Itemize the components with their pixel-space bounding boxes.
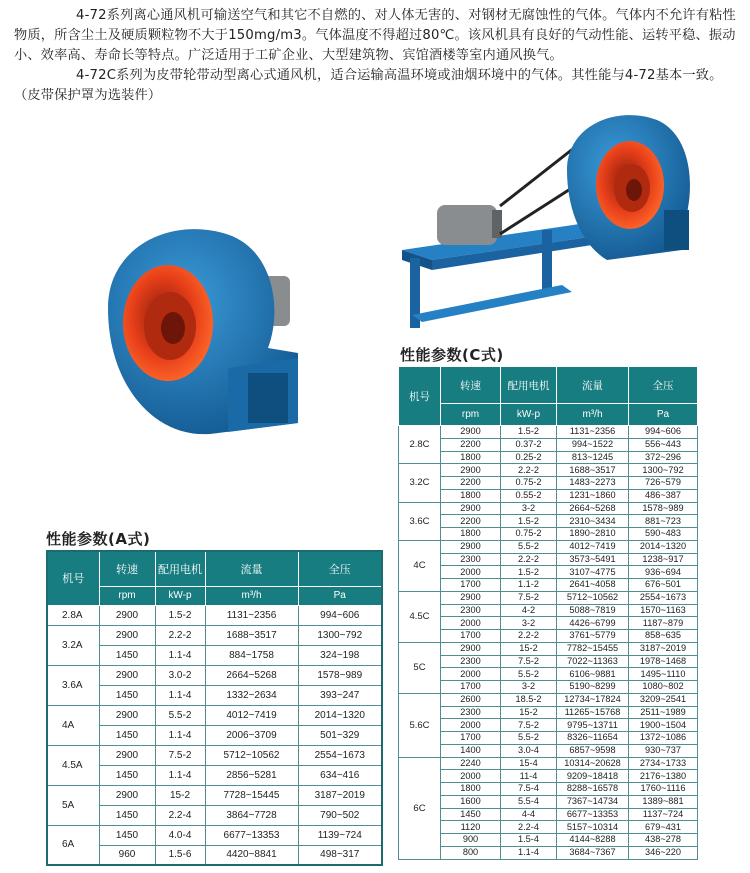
model-cell: 4C bbox=[399, 540, 441, 591]
pressure-cell: 2554~1673 bbox=[629, 591, 698, 604]
speed-cell: 2300 bbox=[441, 706, 501, 719]
speed-cell: 2900 bbox=[99, 705, 155, 725]
speed-cell: 2900 bbox=[99, 665, 155, 685]
speed-cell: 1800 bbox=[441, 451, 501, 464]
speed-cell: 900 bbox=[441, 834, 501, 847]
speed-cell: 2200 bbox=[441, 477, 501, 490]
flow-cell: 2641~4058 bbox=[557, 579, 629, 592]
motor-cell: 7.5-2 bbox=[155, 745, 205, 765]
table-row bbox=[399, 630, 698, 643]
pressure-cell: 1578~989 bbox=[298, 665, 382, 685]
flow-cell: 2664~5268 bbox=[205, 665, 298, 685]
speed-cell: 2900 bbox=[441, 540, 501, 553]
table-row bbox=[399, 438, 698, 451]
pressure-cell: 3209~2541 bbox=[629, 693, 698, 706]
pressure-cell: 2176~1380 bbox=[629, 770, 698, 783]
flow-cell: 7367~14734 bbox=[557, 795, 629, 808]
table-row bbox=[399, 617, 698, 630]
pressure-cell: 393~247 bbox=[298, 685, 382, 705]
model-cell: 5.6C bbox=[399, 693, 441, 757]
flow-cell: 1688~3517 bbox=[205, 625, 298, 645]
col-flow-header: 流量 bbox=[557, 367, 629, 404]
motor-cell: 4-4 bbox=[501, 808, 557, 821]
pressure-cell: 324~198 bbox=[298, 645, 382, 665]
table-row bbox=[399, 770, 698, 783]
speed-cell: 1450 bbox=[99, 725, 155, 745]
motor-cell: 18.5-2 bbox=[501, 693, 557, 706]
model-cell: 3.2A bbox=[47, 625, 99, 665]
pressure-cell: 634~416 bbox=[298, 765, 382, 785]
motor-cell: 1.5-2 bbox=[501, 426, 557, 439]
motor-cell: 7.5-2 bbox=[501, 719, 557, 732]
intro-paragraph-1: 4-72系列离心通风机可输送空气和其它不自燃的、对人体无害的、对钢材无腐蚀性的气体。气体内不允许有粘性物质，所含尘土及硬质颗粒物不大于150mg/m3。气体温度不得超过80℃。该风机具有良好的气动性能、运转平稳、振动小、效率高、寿命长等特点。广泛适用于工矿企业、大型建筑物、宾馆酒楼等室内通风换气。 bbox=[14, 8, 736, 63]
pressure-cell: 346~220 bbox=[629, 846, 698, 859]
pressure-cell: 790~502 bbox=[298, 805, 382, 825]
table-row bbox=[47, 605, 382, 625]
motor-cell: 11-4 bbox=[501, 770, 557, 783]
speed-cell: 2900 bbox=[441, 642, 501, 655]
flow-cell: 884~1758 bbox=[205, 645, 298, 665]
pressure-cell: 930~737 bbox=[629, 744, 698, 757]
pressure-cell: 1080~802 bbox=[629, 681, 698, 694]
pressure-cell: 438~278 bbox=[629, 834, 698, 847]
flow-cell: 1890~2810 bbox=[557, 528, 629, 541]
table-row bbox=[399, 477, 698, 490]
pressure-cell: 936~694 bbox=[629, 566, 698, 579]
motor-cell: 2.2-2 bbox=[501, 630, 557, 643]
flow-cell: 2856~5281 bbox=[205, 765, 298, 785]
motor-cell: 2.2-2 bbox=[501, 464, 557, 477]
pressure-cell: 726~579 bbox=[629, 477, 698, 490]
pressure-cell: 2554~1673 bbox=[298, 745, 382, 765]
flow-cell: 6677~13353 bbox=[557, 808, 629, 821]
motor-cell: 5.5-4 bbox=[501, 795, 557, 808]
model-cell: 5C bbox=[399, 642, 441, 693]
speed-cell: 1450 bbox=[99, 685, 155, 705]
flow-cell: 2006~3709 bbox=[205, 725, 298, 745]
table-c bbox=[398, 366, 698, 860]
col-motor-header: 配用电机 bbox=[501, 367, 557, 404]
motor-cell: 1.1-4 bbox=[155, 685, 205, 705]
flow-cell: 3761~5779 bbox=[557, 630, 629, 643]
table-row bbox=[399, 668, 698, 681]
speed-cell: 2900 bbox=[99, 605, 155, 625]
motor-cell: 15-2 bbox=[501, 642, 557, 655]
motor-cell: 3-2 bbox=[501, 681, 557, 694]
model-cell: 2.8C bbox=[399, 426, 441, 464]
table-row bbox=[399, 464, 698, 477]
speed-cell: 2000 bbox=[441, 668, 501, 681]
model-cell: 3.6A bbox=[47, 665, 99, 705]
table-row bbox=[47, 785, 382, 805]
flow-cell: 10314~20628 bbox=[557, 757, 629, 770]
motor-cell: 1.5-4 bbox=[501, 834, 557, 847]
pressure-cell: 1300~792 bbox=[629, 464, 698, 477]
model-cell: 4A bbox=[47, 705, 99, 745]
unit-kw: kW-p bbox=[155, 586, 205, 605]
flow-cell: 5088~7819 bbox=[557, 604, 629, 617]
speed-cell: 2600 bbox=[441, 693, 501, 706]
pressure-cell: 1578~989 bbox=[629, 502, 698, 515]
motor-cell: 2.2-2 bbox=[501, 553, 557, 566]
motor-cell: 5.5-2 bbox=[501, 668, 557, 681]
unit-kw: kW-p bbox=[501, 404, 557, 426]
table-row bbox=[399, 719, 698, 732]
flow-cell: 1131~2356 bbox=[557, 426, 629, 439]
motor-cell: 1.5-2 bbox=[155, 605, 205, 625]
pressure-cell: 3187~2019 bbox=[298, 785, 382, 805]
speed-cell: 1400 bbox=[441, 744, 501, 757]
motor-cell: 2.2-2 bbox=[155, 625, 205, 645]
motor-cell: 4-2 bbox=[501, 604, 557, 617]
pressure-cell: 2734~1733 bbox=[629, 757, 698, 770]
motor-cell: 7.5-4 bbox=[501, 783, 557, 796]
flow-cell: 3573~5491 bbox=[557, 553, 629, 566]
speed-cell: 2900 bbox=[99, 785, 155, 805]
speed-cell: 960 bbox=[99, 845, 155, 865]
speed-cell: 1800 bbox=[441, 528, 501, 541]
pressure-cell: 679~431 bbox=[629, 821, 698, 834]
speed-cell: 2300 bbox=[441, 655, 501, 668]
model-cell: 3.6C bbox=[399, 502, 441, 540]
speed-cell: 2000 bbox=[441, 617, 501, 630]
pressure-cell: 1570~1163 bbox=[629, 604, 698, 617]
speed-cell: 1700 bbox=[441, 681, 501, 694]
table-c-title: 性能参数(C式) bbox=[400, 346, 504, 364]
table-row bbox=[47, 825, 382, 845]
speed-cell: 1700 bbox=[441, 732, 501, 745]
motor-cell: 1.5-2 bbox=[501, 566, 557, 579]
motor-cell: 7.5-2 bbox=[501, 655, 557, 668]
table-row bbox=[399, 693, 698, 706]
flow-cell: 3684~7367 bbox=[557, 846, 629, 859]
pressure-cell: 1238~917 bbox=[629, 553, 698, 566]
motor-cell: 1.1-4 bbox=[501, 846, 557, 859]
motor-cell: 3.0-2 bbox=[155, 665, 205, 685]
speed-cell: 1450 bbox=[99, 765, 155, 785]
col-pressure-header: 全压 bbox=[629, 367, 698, 404]
fan-a-photo bbox=[98, 218, 308, 448]
pressure-cell: 994~606 bbox=[298, 605, 382, 625]
col-speed-header: 转速 bbox=[99, 551, 155, 586]
motor-cell: 0.55-2 bbox=[501, 489, 557, 502]
table-row bbox=[399, 808, 698, 821]
table-a bbox=[46, 550, 383, 866]
table-row bbox=[399, 451, 698, 464]
unit-flow: m³/h bbox=[205, 586, 298, 605]
pressure-cell: 1139~724 bbox=[298, 825, 382, 845]
flow-cell: 4144~8288 bbox=[557, 834, 629, 847]
speed-cell: 2300 bbox=[441, 553, 501, 566]
col-model-header: 机号 bbox=[399, 367, 441, 426]
motor-cell: 3.0-4 bbox=[501, 744, 557, 757]
table-a-body bbox=[47, 605, 382, 865]
flow-cell: 5157~10314 bbox=[557, 821, 629, 834]
table-row bbox=[47, 705, 382, 725]
pressure-cell: 1978~1468 bbox=[629, 655, 698, 668]
model-cell: 2.8A bbox=[47, 605, 99, 625]
table-row bbox=[399, 566, 698, 579]
motor-cell: 15-2 bbox=[155, 785, 205, 805]
col-speed-header: 转速 bbox=[441, 367, 501, 404]
pressure-cell: 2511~1989 bbox=[629, 706, 698, 719]
table-row bbox=[399, 732, 698, 745]
table-row bbox=[399, 757, 698, 770]
motor-cell: 3-2 bbox=[501, 502, 557, 515]
table-row bbox=[399, 783, 698, 796]
pressure-cell: 1389~881 bbox=[629, 795, 698, 808]
pressure-cell: 858~635 bbox=[629, 630, 698, 643]
flow-cell: 1332~2634 bbox=[205, 685, 298, 705]
table-row bbox=[399, 489, 698, 502]
speed-cell: 2900 bbox=[441, 502, 501, 515]
pressure-cell: 372~296 bbox=[629, 451, 698, 464]
model-cell: 3.2C bbox=[399, 464, 441, 502]
motor-cell: 0.37-2 bbox=[501, 438, 557, 451]
speed-cell: 1120 bbox=[441, 821, 501, 834]
unit-rpm: rpm bbox=[441, 404, 501, 426]
table-row bbox=[47, 665, 382, 685]
flow-cell: 1483~2273 bbox=[557, 477, 629, 490]
speed-cell: 2900 bbox=[441, 464, 501, 477]
flow-cell: 12734~17824 bbox=[557, 693, 629, 706]
flow-cell: 6857~9598 bbox=[557, 744, 629, 757]
table-row bbox=[399, 502, 698, 515]
speed-cell: 1450 bbox=[99, 645, 155, 665]
pressure-cell: 3187~2019 bbox=[629, 642, 698, 655]
flow-cell: 6106~9881 bbox=[557, 668, 629, 681]
model-cell: 4.5A bbox=[47, 745, 99, 785]
motor-cell: 0.25-2 bbox=[501, 451, 557, 464]
table-c-body bbox=[399, 426, 698, 860]
speed-cell: 2000 bbox=[441, 770, 501, 783]
motor-cell: 15-2 bbox=[501, 706, 557, 719]
speed-cell: 1450 bbox=[441, 808, 501, 821]
pressure-cell: 1495~1110 bbox=[629, 668, 698, 681]
flow-cell: 3107~4775 bbox=[557, 566, 629, 579]
speed-cell: 1700 bbox=[441, 579, 501, 592]
table-row bbox=[399, 834, 698, 847]
motor-cell: 2.2-4 bbox=[155, 805, 205, 825]
unit-pa: Pa bbox=[298, 586, 382, 605]
speed-cell: 2000 bbox=[441, 719, 501, 732]
motor-cell: 1.1-4 bbox=[155, 765, 205, 785]
table-row bbox=[399, 604, 698, 617]
table-row bbox=[399, 540, 698, 553]
pressure-cell: 1900~1504 bbox=[629, 719, 698, 732]
motor-shape bbox=[437, 205, 497, 245]
speed-cell: 2300 bbox=[441, 604, 501, 617]
col-motor-header: 配用电机 bbox=[155, 551, 205, 586]
speed-cell: 1800 bbox=[441, 489, 501, 502]
motor-cell: 15-4 bbox=[501, 757, 557, 770]
fan-c-photo bbox=[392, 110, 697, 335]
motor-cell: 3-2 bbox=[501, 617, 557, 630]
table-row bbox=[399, 846, 698, 859]
flow-cell: 3864~7728 bbox=[205, 805, 298, 825]
flow-cell: 4012~7419 bbox=[557, 540, 629, 553]
flow-cell: 2310~3434 bbox=[557, 515, 629, 528]
intro-text bbox=[14, 6, 742, 106]
speed-cell: 1800 bbox=[441, 783, 501, 796]
col-pressure-header: 全压 bbox=[298, 551, 382, 586]
pressure-cell: 498~317 bbox=[298, 845, 382, 865]
pressure-cell: 881~723 bbox=[629, 515, 698, 528]
unit-flow: m³/h bbox=[557, 404, 629, 426]
pressure-cell: 2014~1320 bbox=[298, 705, 382, 725]
speed-cell: 1450 bbox=[99, 805, 155, 825]
motor-cell: 1.1-4 bbox=[155, 645, 205, 665]
flow-cell: 1131~2356 bbox=[205, 605, 298, 625]
speed-cell: 800 bbox=[441, 846, 501, 859]
table-row bbox=[399, 528, 698, 541]
model-cell: 6C bbox=[399, 757, 441, 859]
motor-cell: 5.5-2 bbox=[501, 540, 557, 553]
table-row bbox=[399, 579, 698, 592]
table-row bbox=[399, 591, 698, 604]
pressure-cell: 590~483 bbox=[629, 528, 698, 541]
pressure-cell: 486~387 bbox=[629, 489, 698, 502]
speed-cell: 2900 bbox=[99, 745, 155, 765]
flow-cell: 4420~8841 bbox=[205, 845, 298, 865]
speed-cell: 1700 bbox=[441, 630, 501, 643]
pressure-cell: 1187~879 bbox=[629, 617, 698, 630]
pressure-cell: 1760~1116 bbox=[629, 783, 698, 796]
table-row bbox=[399, 706, 698, 719]
flow-cell: 813~1245 bbox=[557, 451, 629, 464]
flow-cell: 5712~10562 bbox=[205, 745, 298, 765]
motor-cell: 2.2-4 bbox=[501, 821, 557, 834]
table-row bbox=[399, 515, 698, 528]
model-cell: 6A bbox=[47, 825, 99, 865]
motor-cell: 7.5-2 bbox=[501, 591, 557, 604]
model-cell: 5A bbox=[47, 785, 99, 825]
unit-pa: Pa bbox=[629, 404, 698, 426]
table-row bbox=[399, 795, 698, 808]
speed-cell: 2900 bbox=[99, 625, 155, 645]
table-row bbox=[399, 821, 698, 834]
motor-cell: 0.75-2 bbox=[501, 477, 557, 490]
intro-paragraph-2: 4-72C系列为皮带轮带动型离心式通风机，适合运输高温环境或油烟环境中的气体。其性能与4-72基本一致。（皮带保护罩为选装件） bbox=[14, 68, 723, 103]
flow-cell: 7782~15455 bbox=[557, 642, 629, 655]
col-flow-header: 流量 bbox=[205, 551, 298, 586]
table-row bbox=[399, 681, 698, 694]
flow-cell: 2664~5268 bbox=[557, 502, 629, 515]
pressure-cell: 1372~1086 bbox=[629, 732, 698, 745]
motor-cell: 5.5-2 bbox=[155, 705, 205, 725]
flow-cell: 994~1522 bbox=[557, 438, 629, 451]
table-row bbox=[399, 553, 698, 566]
table-row bbox=[47, 745, 382, 765]
motor-cell: 1.5-2 bbox=[501, 515, 557, 528]
motor-cell: 0.75-2 bbox=[501, 528, 557, 541]
motor-cell: 4.0-4 bbox=[155, 825, 205, 845]
table-row bbox=[399, 655, 698, 668]
flow-cell: 11265~15768 bbox=[557, 706, 629, 719]
table-a-title: 性能参数(A式) bbox=[46, 530, 151, 548]
pressure-cell: 1300~792 bbox=[298, 625, 382, 645]
pressure-cell: 676~501 bbox=[629, 579, 698, 592]
flow-cell: 6677~13353 bbox=[205, 825, 298, 845]
speed-cell: 2900 bbox=[441, 591, 501, 604]
speed-cell: 1450 bbox=[99, 825, 155, 845]
flow-cell: 1688~3517 bbox=[557, 464, 629, 477]
speed-cell: 2200 bbox=[441, 438, 501, 451]
motor-cell: 1.5-6 bbox=[155, 845, 205, 865]
speed-cell: 2000 bbox=[441, 566, 501, 579]
pressure-cell: 556~443 bbox=[629, 438, 698, 451]
motor-cell: 1.1-4 bbox=[155, 725, 205, 745]
flow-cell: 8326~11654 bbox=[557, 732, 629, 745]
pressure-cell: 2014~1320 bbox=[629, 540, 698, 553]
speed-cell: 2240 bbox=[441, 757, 501, 770]
motor-cell: 1.1-2 bbox=[501, 579, 557, 592]
flow-cell: 1231~1860 bbox=[557, 489, 629, 502]
speed-cell: 2900 bbox=[441, 426, 501, 439]
table-row bbox=[47, 625, 382, 645]
flow-cell: 4426~6799 bbox=[557, 617, 629, 630]
model-cell: 4.5C bbox=[399, 591, 441, 642]
flow-cell: 5190~8299 bbox=[557, 681, 629, 694]
pressure-cell: 994~606 bbox=[629, 426, 698, 439]
table-row bbox=[399, 642, 698, 655]
unit-rpm: rpm bbox=[99, 586, 155, 605]
flow-cell: 4012~7419 bbox=[205, 705, 298, 725]
flow-cell: 9209~18418 bbox=[557, 770, 629, 783]
speed-cell: 2200 bbox=[441, 515, 501, 528]
flow-cell: 8288~16578 bbox=[557, 783, 629, 796]
motor-cell: 5.5-2 bbox=[501, 732, 557, 745]
flow-cell: 7022~11363 bbox=[557, 655, 629, 668]
flow-cell: 7728~15445 bbox=[205, 785, 298, 805]
pressure-cell: 1137~724 bbox=[629, 808, 698, 821]
flow-cell: 9795~13711 bbox=[557, 719, 629, 732]
table-row bbox=[399, 744, 698, 757]
col-model-header: 机号 bbox=[47, 551, 99, 605]
table-row bbox=[399, 426, 698, 439]
speed-cell: 1600 bbox=[441, 795, 501, 808]
flow-cell: 5712~10562 bbox=[557, 591, 629, 604]
pressure-cell: 501~329 bbox=[298, 725, 382, 745]
